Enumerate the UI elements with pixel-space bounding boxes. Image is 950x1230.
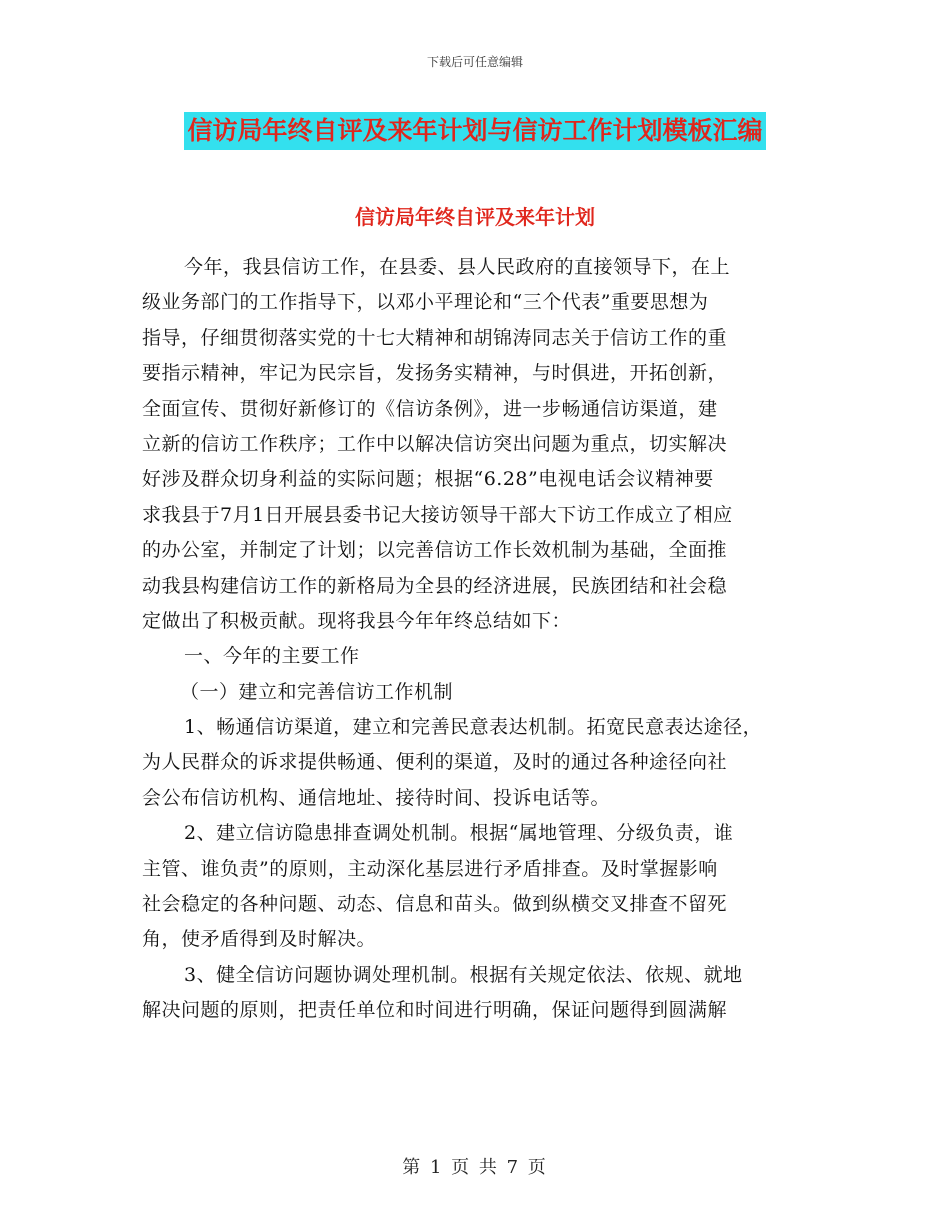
paragraph-line: 指导，仔细贯彻落实党的十七大精神和胡锦涛同志关于信访工作的重 [142, 326, 728, 349]
section-title: 信访局年终自评及来年计划 [355, 205, 595, 229]
paragraph-line: 为人民群众的诉求提供畅通、便利的渠道，及时的通过各种途径向社 [142, 751, 728, 774]
paragraph-line: 的办公室，并制定了计划；以完善信访工作长效机制为基础，全面推 [142, 539, 728, 562]
paragraph-line: 今年，我县信访工作，在县委、县人民政府的直接领导下，在上 [184, 256, 731, 278]
heading-level-2: （一）建立和完善信访工作机制 [180, 680, 454, 703]
main-title-container [0, 112, 950, 150]
paragraph-line: 角，使矛盾得到及时解决。 [142, 928, 377, 951]
paragraph-line: 1、畅通信访渠道，建立和完善民意表达机制。拓宽民意表达途径， [184, 716, 763, 739]
paragraph-line: 好涉及群众切身利益的实际问题；根据“6.28”电视电话会议精神要 [142, 468, 714, 491]
page-header-note: 下载后可任意编辑 [426, 55, 523, 69]
paragraph-line: 2、建立信访隐患排查调处机制。根据“属地管理、分级负责，谁 [184, 822, 734, 845]
paragraph-line: 会公布信访机构、通信地址、接待时间、投诉电话等。 [142, 786, 611, 809]
paragraph-line: 定做出了积极贡献。现将我县今年年终总结如下： [142, 609, 572, 632]
page-number: 第 1 页 共 7 页 [402, 1157, 548, 1178]
paragraph-line: 要指示精神，牢记为民宗旨，发扬务实精神，与时俱进，开拓创新， [142, 362, 728, 385]
paragraph-line: 解决问题的原则，把责任单位和时间进行明确，保证问题得到圆满解 [142, 999, 728, 1022]
heading-level-1: 一、今年的主要工作 [184, 645, 360, 668]
paragraph-line: 求我县于7月1日开展县委书记大接访领导干部大下访工作成立了相应 [142, 503, 733, 526]
paragraph-line: 级业务部门的工作指导下，以邓小平理论和“三个代表”重要思想为 [142, 291, 709, 314]
body-text [142, 250, 810, 1029]
paragraph-line: 主管、谁负责”的原则，主动深化基层进行矛盾排查。及时掌握影响 [142, 857, 718, 880]
paragraph-line: 动我县构建信访工作的新格局为全县的经济进展，民族团结和社会稳 [142, 574, 728, 597]
paragraph-line: 3、健全信访问题协调处理机制。根据有关规定依法、依规、就地 [184, 963, 743, 986]
paragraph-line: 立新的信访工作秩序；工作中以解决信访突出问题为重点，切实解决 [142, 432, 728, 455]
paragraph-line: 全面宣传、贯彻好新修订的《信访条例》，进一步畅通信访渠道，建 [142, 397, 718, 420]
paragraph-line: 社会稳定的各种问题、动态、信息和苗头。做到纵横交叉排查不留死 [142, 893, 728, 916]
main-title: 信访局年终自评及来年计划与信访工作计划模板汇编 [184, 112, 765, 150]
